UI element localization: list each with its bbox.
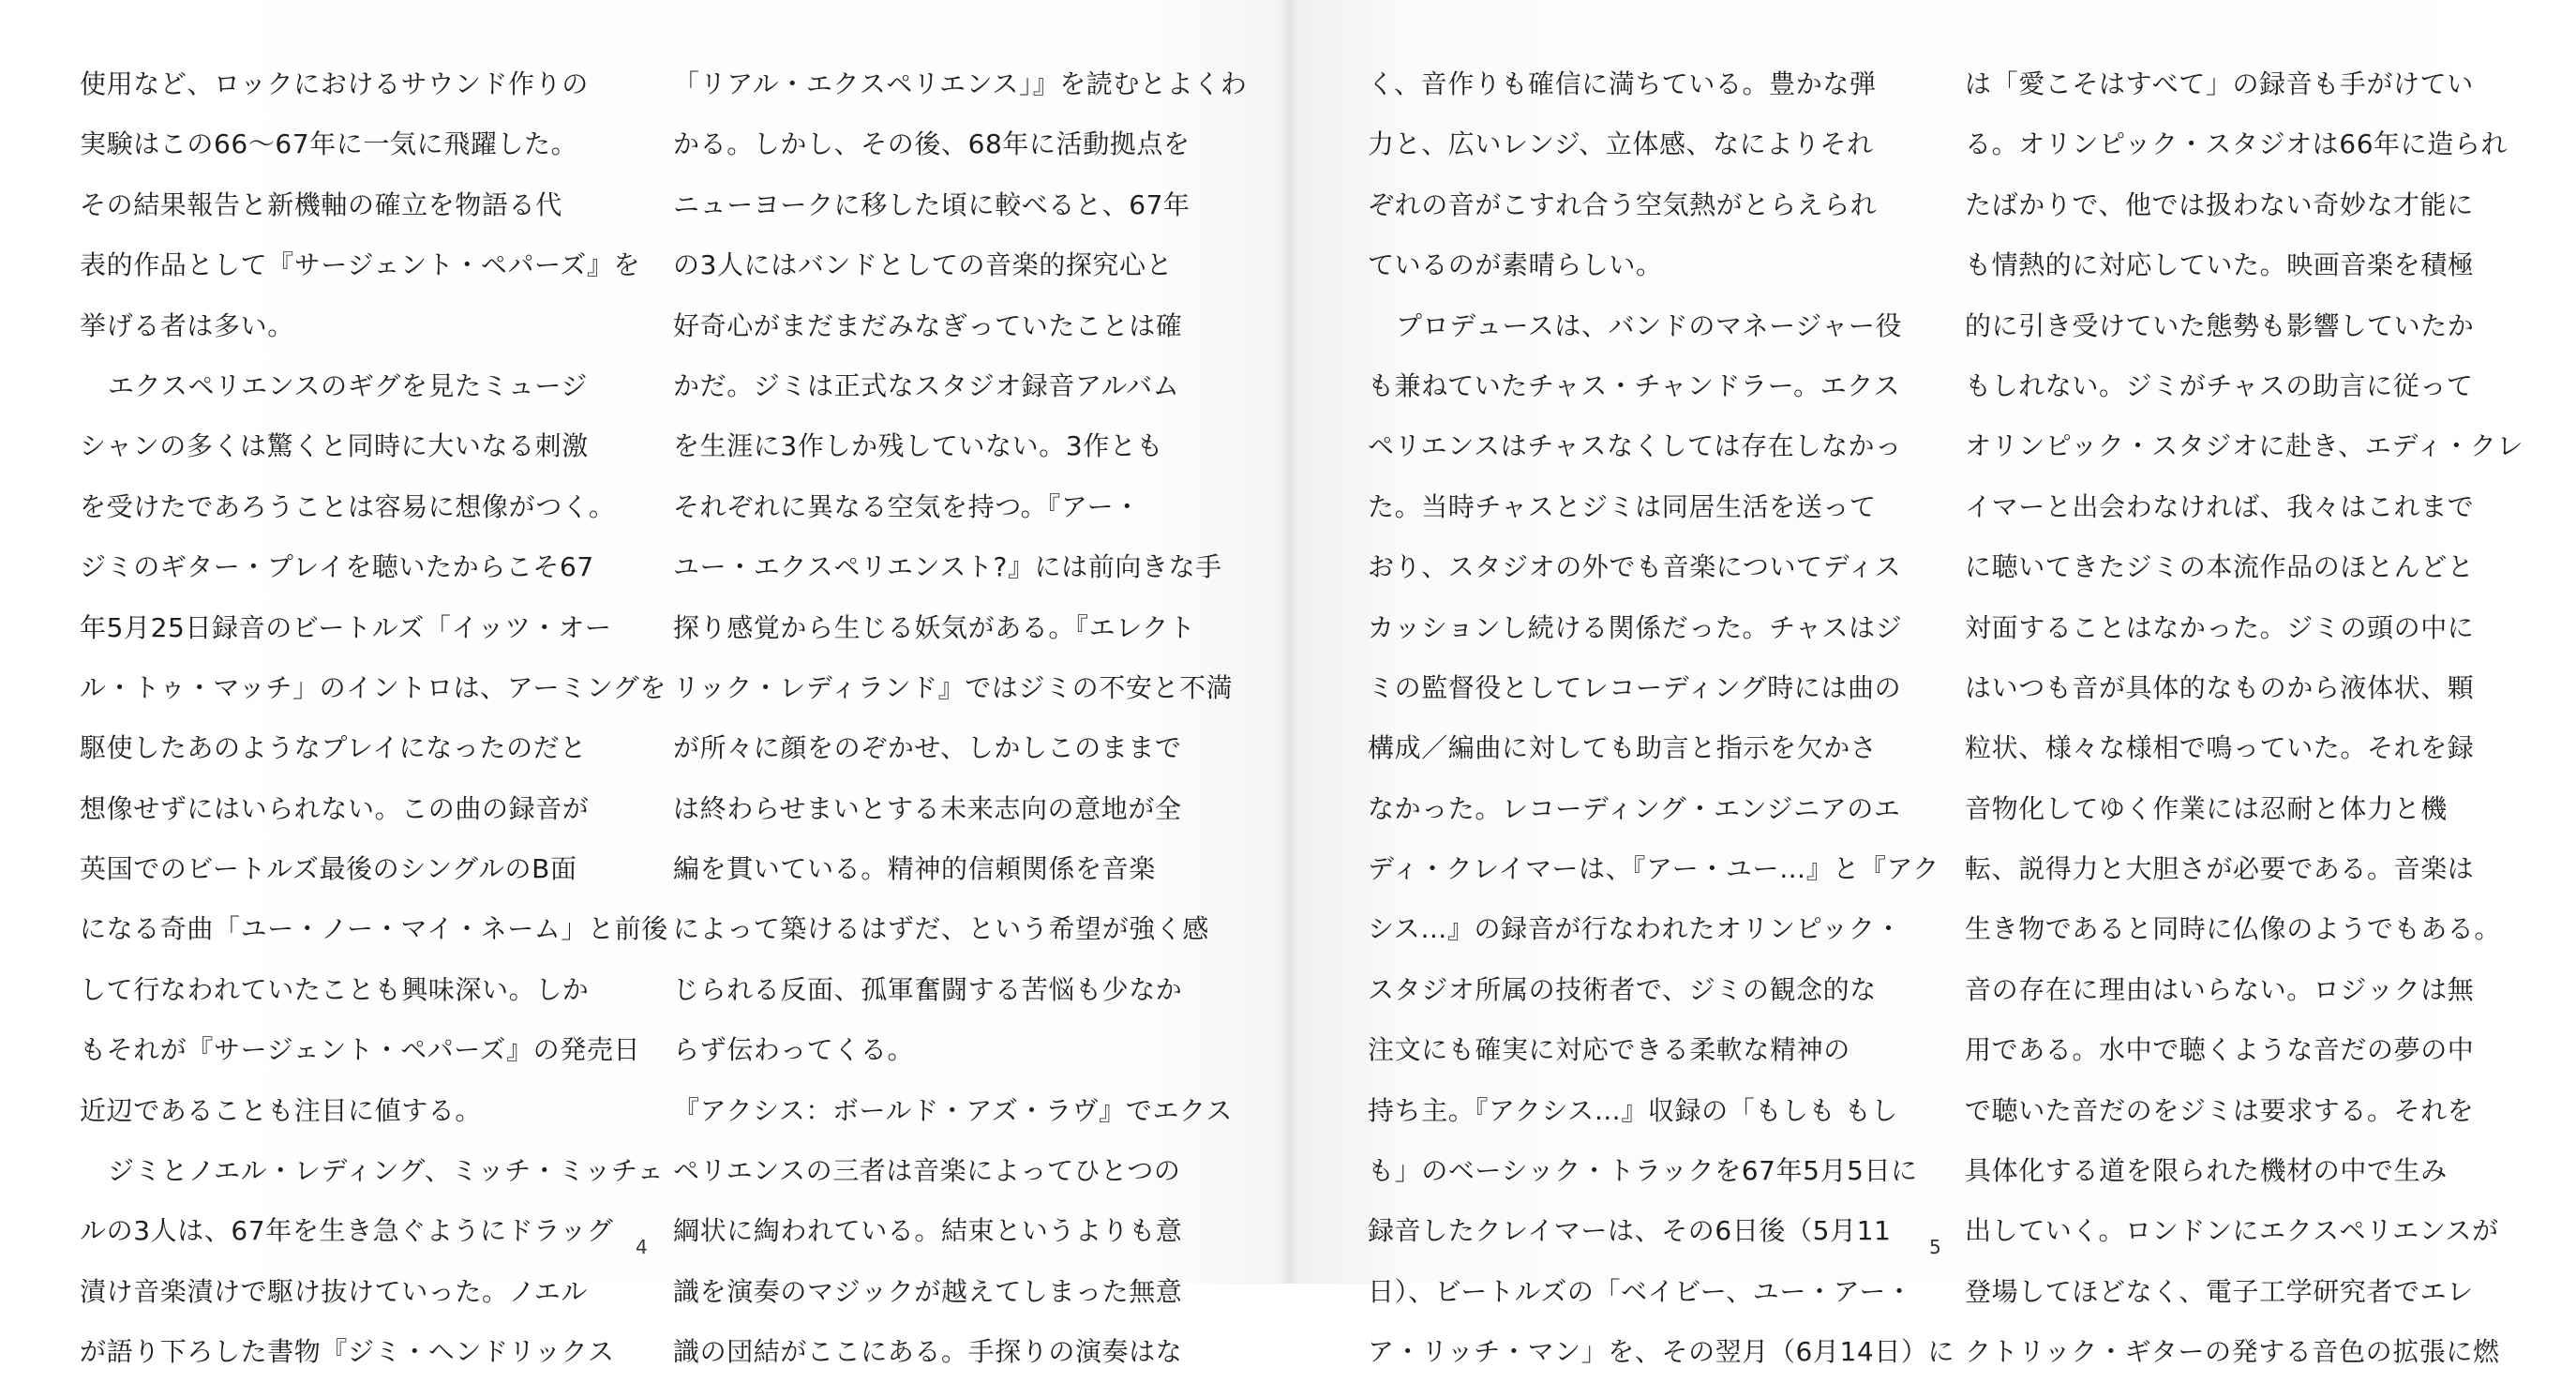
text-line: カッションし続ける関係だった。チャスはジ (1368, 611, 1903, 643)
text-line: 実験はこの66〜67年に一気に飛躍した。 (80, 128, 578, 160)
text-line: 挙げる者は多い。 (80, 309, 294, 341)
text-line: シス…』の録音が行なわれたオリンピック・ (1368, 913, 1903, 945)
text-line: スタジオ所属の技術者で、ジミの観念的な (1368, 973, 1877, 1005)
text-line: は「愛こそはすべて」の録音も手がけてい (1965, 68, 2474, 99)
text-line: 年5月25日録音のビートルズ「イッツ・オー (80, 611, 612, 643)
text-line: ユー・エクスペリエンスト?』には前向きな手 (673, 551, 1222, 583)
text-line: ニューヨークに移した頃に較べると、67年 (673, 188, 1191, 220)
text-line: ルの3人は、67年を生き急ぐようにドラッグ (80, 1215, 614, 1247)
left-page (0, 0, 1288, 1368)
text-line: 具体化する道を限られた機材の中で生み (1965, 1155, 2448, 1187)
text-line: イマーと出会わなければ、我々はこれまで (1965, 490, 2475, 522)
text-column-2 (673, 54, 1248, 1383)
text-line: ペリエンスはチャスなくしては存在しなかっ (1368, 430, 1902, 462)
text-line: 対面することはなかった。ジミの頭の中に (1965, 611, 2475, 643)
text-line: も兼ねていたチャス・チャンドラー。エクス (1368, 369, 1901, 401)
text-line: に聴いてきたジミの本流作品のほとんどと (1965, 551, 2475, 583)
text-line: で聴いた音だのをジミは要求する。それを (1965, 1094, 2475, 1126)
text-line: を受けたであろうことは容易に想像がつく。 (80, 490, 616, 522)
text-line: 編を貫いている。精神的信頼関係を音楽 (673, 853, 1156, 885)
text-line: ペリエンスの三者は音楽によってひとつの (673, 1155, 1181, 1187)
text-line: ジミとノエル・レディング、ミッチ・ミッチェ (108, 1155, 665, 1187)
text-line: 注文にも確実に対応できる柔軟な精神の (1368, 1034, 1850, 1066)
text-line: く、音作りも確信に満ちている。豊かな弾 (1368, 68, 1877, 99)
text-line: 持ち主。『アクシス…』収録の「もしも もし (1368, 1094, 1898, 1126)
text-line: 出していく。ロンドンにエクスペリエンスが (1965, 1215, 2499, 1247)
text-line: クトリック・ギターの発する音色の拡張に燃 (1965, 1336, 2500, 1368)
text-line: 探り感覚から生じる妖気がある。『エレクト (673, 611, 1196, 643)
text-line: プロデュースは、バンドのマネージャー役 (1396, 309, 1903, 341)
text-column-1 (80, 54, 668, 1383)
text-line: なかった。レコーディング・エンジニアのエ (1368, 792, 1901, 824)
text-line: になる奇曲「ユー・ノー・マイ・ネーム」と前後 (80, 913, 668, 945)
text-line: の3人にはバンドとしての音楽的探究心と (673, 249, 1174, 281)
text-line: が所々に顔をのぞかせ、しかしこのままで (673, 732, 1182, 764)
text-line: 使用など、ロックにおけるサウンド作りの (80, 68, 589, 99)
text-column-4 (1965, 54, 2524, 1383)
text-line: 転、説得力と大胆さが必要である。音楽は (1965, 853, 2475, 885)
text-line: 綱状に綯われている。結束というよりも意 (673, 1215, 1183, 1247)
text-column-3 (1368, 54, 1955, 1383)
text-line: 駆使したあのようなプレイになったのだと (80, 732, 587, 764)
text-line: ているのが素晴らしい。 (1368, 249, 1663, 281)
text-line: じられる反面、孤軍奮闘する苦悩も少なか (673, 973, 1183, 1005)
text-line: 日）、ビートルズの「ベイビー、ユー・アー・ (1368, 1275, 1913, 1307)
text-line: それぞれに異なる空気を持つ。『アー・ (673, 490, 1141, 522)
text-line: エクスペリエンスのギグを見たミュージ (108, 369, 589, 401)
text-line: 識の団結がここにある。手探りの演奏はな (673, 1336, 1183, 1368)
text-line: は終わらせまいとする未来志向の意地が全 (673, 792, 1182, 824)
text-line: その結果報告と新機軸の確立を物語る代 (80, 188, 562, 220)
text-line: ジミのギター・プレイを聴いたからこそ67 (80, 551, 594, 583)
text-line: を生涯に3作しか残していない。3作とも (673, 430, 1164, 462)
text-line: ル・トゥ・マッチ」のイントロは、アーミングを (80, 671, 666, 703)
text-line: もそれが『サージェント・ペパーズ』の発売日 (80, 1034, 641, 1066)
text-line: 登場してほどなく、電子工学研究者でエレ (1965, 1275, 2474, 1307)
text-line: 音の存在に理由はいらない。ロジックは無 (1965, 973, 2475, 1005)
text-line: らず伝わってくる。 (673, 1034, 915, 1066)
text-line: シャンの多くは驚くと同時に大いなる刺激 (80, 430, 589, 462)
text-line: る。オリンピック・スタジオは66年に造られ (1965, 128, 2509, 160)
text-line: も」のベーシック・トラックを67年5月5日に (1368, 1155, 1918, 1187)
text-line: ア・リッチ・マン」を、その翌月（6月14日）に (1368, 1336, 1955, 1368)
text-line: かる。しかし、その後、68年に活動拠点を (673, 128, 1191, 160)
text-line: ミの監督役としてレコーディング時には曲の (1368, 671, 1902, 703)
text-line: 的に引き受けていた態勢も影響していたか (1965, 309, 2475, 341)
text-line: 録音したクレイマーは、その6日後（5月11 (1368, 1215, 1892, 1247)
text-line: 「リアル・エクスペリエンス」』を読むとよくわ (673, 68, 1248, 99)
text-line: かだ。ジミは正式なスタジオ録音アルバム (673, 369, 1180, 401)
page-number: 5 (1929, 1236, 1941, 1258)
text-line: 好奇心がまだまだみなぎっていたことは確 (673, 309, 1183, 341)
text-line: 想像せずにはいられない。この曲の録音が (80, 792, 590, 824)
text-line: リック・レディランド』ではジミの不安と不満 (673, 671, 1234, 703)
text-line: もしれない。ジミがチャスの助言に従って (1965, 369, 2474, 401)
text-line: 構成／編曲に対しても助言と指示を欠かさ (1368, 732, 1878, 764)
text-line: が語り下ろした書物『ジミ・ヘンドリックス (80, 1336, 615, 1368)
text-line: 音物化してゆく作業には忍耐と体力と機 (1965, 792, 2448, 824)
text-line: はいつも音が具体的なものから液体状、顆 (1965, 671, 2475, 703)
text-line: 英国でのビートルズ最後のシングルのB面 (80, 853, 577, 885)
text-line: によって築けるはずだ、という希望が強く感 (673, 913, 1210, 945)
text-line: 識を演奏のマジックが越えてしまった無意 (673, 1275, 1183, 1307)
text-line: ディ・クレイマーは、『アー・ユー…』と『アク (1368, 853, 1939, 885)
book-gutter (1277, 0, 1299, 1284)
text-line: オリンピック・スタジオに赴き、エディ・クレ (1965, 430, 2524, 462)
text-line: 表的作品として『サージェント・ペパーズ』を (80, 249, 641, 281)
text-line: おり、スタジオの外でも音楽についてディス (1368, 551, 1902, 583)
text-line: 近辺であることも注目に値する。 (80, 1094, 483, 1126)
text-line: 生き物であると同時に仏像のようでもある。 (1965, 913, 2502, 945)
text-line: 漬け音楽漬けで駆け抜けていった。ノエル (80, 1275, 589, 1307)
text-line: も情熱的に対応していた。映画音楽を積極 (1965, 249, 2475, 281)
text-line: 『アクシス：ボールド・アズ・ラヴ』でエクス (673, 1094, 1233, 1126)
page-number: 4 (636, 1236, 648, 1258)
text-line: 用である。水中で聴くような音だの夢の中 (1965, 1034, 2475, 1066)
text-line: たばかりで、他では扱わない奇妙な才能に (1965, 188, 2474, 220)
text-line: 力と、広いレンジ、立体感、なによりそれ (1368, 128, 1874, 160)
text-line: して行なわれていたことも興味深い。しか (80, 973, 590, 1005)
text-line: 粒状、様々な様相で鳴っていた。それを録 (1965, 732, 2475, 764)
text-line: ぞれの音がこすれ合う空気熱がとらえられ (1368, 188, 1878, 220)
text-line: た。当時チャスとジミは同居生活を送って (1368, 490, 1877, 522)
